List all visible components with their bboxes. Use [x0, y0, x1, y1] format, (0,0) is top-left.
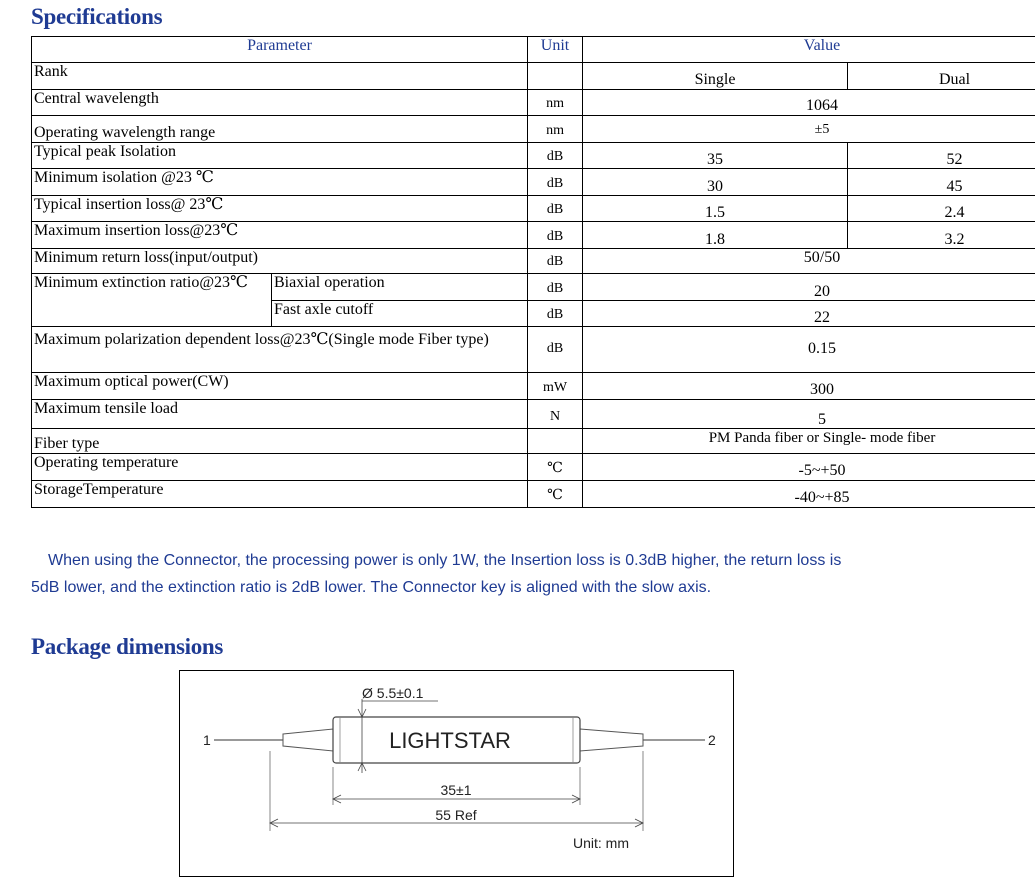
param-cell: StorageTemperature [32, 480, 528, 507]
param-cell: Minimum return loss(input/output) [32, 248, 528, 273]
table-row [32, 89, 1035, 116]
boot-right [580, 729, 643, 751]
unit-cell: nm [528, 89, 583, 116]
header-parameter: Parameter [32, 37, 528, 63]
value-cell: 50/50 [583, 248, 1035, 273]
diameter-label: Ø 5.5±0.1 [362, 685, 424, 701]
package-dimensions-heading: Package dimensions [31, 634, 224, 659]
boot-left [283, 729, 333, 751]
table-row [32, 169, 1035, 196]
table-row [32, 248, 1035, 273]
table-row [32, 273, 1035, 300]
unit-cell [528, 428, 583, 453]
specifications-table [31, 36, 1035, 508]
table-row [32, 480, 1035, 507]
table-row [32, 116, 1035, 143]
single-value: 35 [583, 142, 848, 169]
table-row [32, 372, 1035, 399]
unit-cell: nm [528, 116, 583, 143]
param-cell: Operating wavelength range [32, 116, 528, 143]
value-cell: ±5 [583, 116, 1035, 143]
specifications-heading: Specifications [31, 4, 163, 29]
unit-cell: dB [528, 195, 583, 222]
value-cell: 22 [583, 300, 1035, 326]
param-cell: Typical peak Isolation [32, 142, 528, 169]
table-header-row [32, 37, 1035, 63]
param-cell: Operating temperature [32, 453, 528, 480]
value-cell: 5 [583, 399, 1035, 428]
param-cell: Maximum optical power(CW) [32, 372, 528, 399]
unit-cell: dB [528, 248, 583, 273]
port-2-label: 2 [708, 732, 716, 748]
port-1-label: 1 [203, 732, 211, 748]
header-value: Value [583, 37, 1035, 63]
single-value: 1.8 [583, 222, 848, 249]
param-cell: Rank [32, 63, 528, 90]
unit-note: Unit: mm [573, 835, 629, 851]
param-cell: Minimum isolation @23 ℃ [32, 169, 528, 196]
unit-cell: dB [528, 169, 583, 196]
param-cell: Fiber type [32, 428, 528, 453]
unit-cell: ℃ [528, 453, 583, 480]
table-row [32, 63, 1035, 90]
value-cell: 1064 [583, 89, 1035, 116]
param-cell: Maximum insertion loss@23℃ [32, 222, 528, 249]
table-row [32, 142, 1035, 169]
rank-dual: Dual [848, 63, 1035, 90]
table-row [32, 453, 1035, 480]
value-cell: 20 [583, 273, 1035, 300]
value-cell: -5~+50 [583, 453, 1035, 480]
table-row [32, 399, 1035, 428]
connector-note: When using the Connector, the processing power is only 1W, the Insertion loss is 0.3dB higher, the return loss is 5dB lower, and the extinction ratio is 2dB lower. The Connector key is aligned with the slow axis. [31, 552, 842, 596]
single-value: 1.5 [583, 195, 848, 222]
extinction-mode: Fast axle cutoff [272, 300, 528, 326]
unit-cell: dB [528, 222, 583, 249]
extinction-label: Minimum extinction ratio@23℃ [32, 273, 272, 326]
value-cell: -40~+85 [583, 480, 1035, 507]
table-row [32, 222, 1035, 249]
dual-value: 52 [848, 142, 1035, 169]
single-value: 30 [583, 169, 848, 196]
value-cell: 0.15 [583, 326, 1035, 372]
table-row [32, 326, 1035, 372]
package-drawing [179, 670, 734, 877]
extinction-mode: Biaxial operation [272, 273, 528, 300]
value-cell: PM Panda fiber or Single- mode fiber [583, 428, 1035, 453]
unit-cell: N [528, 399, 583, 428]
rank-single: Single [583, 63, 848, 90]
table-row [32, 195, 1035, 222]
unit-cell: mW [528, 372, 583, 399]
unit-cell: ℃ [528, 480, 583, 507]
package-drawing-svg [180, 671, 733, 876]
value-cell: 300 [583, 372, 1035, 399]
unit-cell: dB [528, 273, 583, 300]
unit-cell: dB [528, 142, 583, 169]
param-cell: Central wavelength [32, 89, 528, 116]
unit-cell [528, 63, 583, 90]
dual-value: 2.4 [848, 195, 1035, 222]
unit-cell: dB [528, 300, 583, 326]
dual-value: 3.2 [848, 222, 1035, 249]
param-cell: Typical insertion loss@ 23℃ [32, 195, 528, 222]
param-cell: Maximum polarization dependent loss@23℃(Single mode Fiber type) [32, 326, 528, 372]
total-length-label: 55 Ref [435, 807, 477, 823]
header-unit: Unit [528, 37, 583, 63]
brand-label: LIGHTSTAR [389, 728, 511, 753]
body-length-label: 35±1 [440, 782, 472, 798]
dual-value: 45 [848, 169, 1035, 196]
unit-cell: dB [528, 326, 583, 372]
table-row [32, 428, 1035, 453]
param-cell: Maximum tensile load [32, 399, 528, 428]
